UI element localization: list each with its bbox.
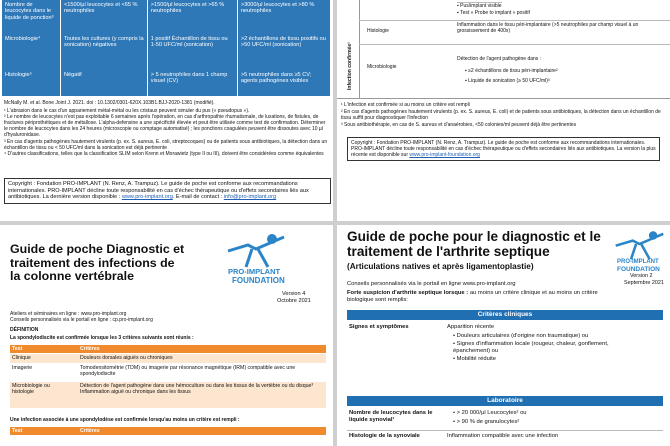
confirmed-infection-label: Infection confirmée¹ xyxy=(347,42,353,90)
divider xyxy=(359,20,670,21)
footnote: ³ Sous antibiothérapie, en cas de S. aureus et d'anaérobies, <50 colonies/ml peuvent déjà être pertinentes xyxy=(341,122,577,128)
version-date: Septembre 2021 xyxy=(624,280,664,286)
footnote: ¹ L'abrasion dans le cas d'un appariement métal-métal ou les cristaux peuvent simuler du pus (« pseudopus »). xyxy=(4,108,250,114)
microbiology-label: Microbiologie xyxy=(367,64,397,70)
table-header xyxy=(10,345,326,353)
table-cell: >3000/µl leucocytes et >80 % neutrophiles xyxy=(237,0,330,34)
website-link[interactable]: www.pro-implant-foundation.org xyxy=(409,152,480,158)
page-subtitle: (Articulations natives et après ligamentoplastie) xyxy=(347,262,534,271)
synovial-histology-label: Histologie de la synoviale xyxy=(349,433,420,439)
section-heading: DÉFINITION xyxy=(10,327,39,333)
email-label: E-mail de contact : xyxy=(175,194,223,201)
brand-name: PRO-IMPLANT xyxy=(617,259,659,265)
footnote: ¹ L'infection est confirmée si au moins un critère est rempli xyxy=(341,102,470,108)
list-item: ▪ Liquide de sonication (≥ 50 UFC/ml)³ xyxy=(465,78,550,84)
copyright-text: Copyright : Fondation PRO-IMPLANT (N. Renz, A. Trampuz). Le guide de poche est conforme aux recommandations internationales. PRO-IMPLANT décline toute responsabilité en cas d'échec thérapeutique ou d'effets secondaires liés aux antibiotiques. La dernière version disponible : xyxy=(8,181,309,201)
microbiology-text: Détection de l'agent pathogène dans : xyxy=(457,56,542,62)
row-label: Histologie⁵ xyxy=(2,70,61,96)
workshops-line: Ateliers et séminaires en ligne : www.pro-implant.org xyxy=(10,311,127,317)
version: Version 4 xyxy=(282,291,306,297)
criteria-table xyxy=(2,0,331,96)
brand-name: PRO-IMPLANT xyxy=(228,267,281,276)
table-row: Clinique Douleurs dorsales aiguës ou chroniques xyxy=(10,354,326,363)
table-cell: >2 échantillons de tissu positifs ou >50 UFC/ml (sonication) xyxy=(237,34,330,70)
definition-intro: La spondylodiscite est confirmée lorsque les 3 critères suivants sont réunis : xyxy=(10,335,194,341)
table-cell: <1500/µl leucocytes et <65 % neutrophiles xyxy=(61,0,148,34)
list-item: • Mobilité réduite xyxy=(453,356,496,362)
suspicion-text: Forte suspicion d'arthrite septique lorsque : au moins un critère clinique et au moins un critère biologique sont remplis: xyxy=(347,290,598,303)
copyright-box: Copyright : Fondation PRO-IMPLANT (N. Renz, A. Trampuz). Le guide de poche est conforme aux recommandations internationales. PRO-IMPLANT décline toute responsabilité en cas d'échec thérapeutique ou d'effets secondaires liés aux antibiotiques. La dernière version disponible : www.pro-implant.org. E-mail de contact : info@pro-implant.org xyxy=(4,178,331,204)
col-header-test: Test xyxy=(12,346,23,352)
footnote: ⁴ D'autres classifications, telles que la classification SLIM selon Krenn et Morawietz (type II ou III), doivent être considérées comme équivalentes xyxy=(4,151,324,157)
table-cell: Toutes les cultures (y compris la sonication) négatives xyxy=(61,34,148,70)
portal-line: Conseils personnalisés via le portail en ligne : cp.pro-implant.org xyxy=(10,317,153,323)
table-cell: > 5 neutrophiles dans 1 champ visuel (CV) xyxy=(147,70,237,96)
copyright-text: Copyright : Fondation PRO-IMPLANT (N. Renz, A. Trampuz). Le guide de poche est conforme aux recommandations internationales. PRO-IMPLANT décline toute responsabilité en cas d'échec thérapeutique ou d'effets secondaires liés aux antibiotiques. La version la plus récente est disponible sur xyxy=(351,140,656,158)
divider xyxy=(359,44,670,45)
table-row xyxy=(2,34,331,70)
portal-line: Conseils personnalisés via le portail en ligne www.pro-implant.org xyxy=(347,281,516,287)
pro-implant-logo-icon xyxy=(226,229,286,269)
table-cell: 1 positif Échantillon de tissu ou 1-50 UFC/ml (sonication) xyxy=(147,34,237,70)
doc-prosthetic-infection-page xyxy=(0,0,333,221)
version: Version 2 xyxy=(630,273,653,279)
doc-spine-infection-guide xyxy=(0,225,333,446)
list-item: • Signes d'inflammation locale (rougeur, chaleur, gonflement, épanchement) ou xyxy=(453,341,609,354)
list-item: • Douleurs articulaires (d'origine non traumatique) ou xyxy=(453,333,589,339)
col-header-criteria: Critères xyxy=(80,346,100,352)
page-title: Guide de poche Diagnostic et traitement des infections de la colonne vertébrale xyxy=(10,242,185,283)
copyright-box xyxy=(347,137,660,161)
fusion-infection-intro: Une infection associée à une spondylodèse est confirmée lorsqu'au moins un critère est rempli : xyxy=(10,417,240,423)
doc-infection-criteria-page xyxy=(337,0,670,221)
table-row: Microbiologie ou histologie Détection de l'agent pathogène dans une hémoculture ou dans les tissus de la vertèbre ou du disque³ Inflammation aiguë ou chronique dans les tissus xyxy=(10,382,326,408)
leucocyte-label: Nombre de leucocytes dans le liquide synovial¹ xyxy=(349,410,433,423)
table-row: Imagerie Tomodensitométrie (TDM) ou imagerie par résonance magnétique (IRM) compatible avec une spondylodiscite xyxy=(10,364,326,381)
histology-text: Inflammation dans le tissu péri-implantaire (>5 neutrophiles par champ visuel à un grossissement de 400x) xyxy=(457,22,639,34)
version-date: Octobre 2021 xyxy=(277,298,311,304)
brand-subname: FOUNDATION xyxy=(232,276,285,285)
list-item: • > 90 % de granulocytes² xyxy=(453,419,520,425)
website-link[interactable]: www.pro-implant.org xyxy=(121,194,173,201)
table-row xyxy=(2,0,331,34)
list-item: ▪ ≥2 échantillons de tissu péri-implantaire² xyxy=(465,68,558,74)
brand-subname: FOUNDATION xyxy=(617,266,660,273)
divider xyxy=(347,430,663,431)
table-header: Test Critères xyxy=(10,427,326,435)
footnote: ² Le nombre de leucocytes n'est pas exploitable 6 semaines après l'opération, en cas d'arthropathie rhumatismale, de luxations, de fistules, de fractures périprothétiques et de métallose. L'alpha-defensine a une spécificité élevée et peut être utilisée comme test de confirmation. Déterminer le nombre de leucocytes dans les 24 heures (microscopie ou comptage automatisé) ; les ponctions coagulées peuvent être dissoutes avec 10 µl d'hyaluronidase. xyxy=(4,114,326,139)
histology-label: Histologie xyxy=(367,28,389,34)
row-label: Microbiologie⁴ xyxy=(2,34,61,70)
list-item: ▪ Test « Probe to implant » positif xyxy=(457,10,530,16)
table-cell: >5 neutrophiles dans ≥5 CV; agents pathogènes visibles xyxy=(237,70,330,96)
signs-label: Signes et symptômes xyxy=(349,324,409,330)
table-row xyxy=(2,70,331,96)
synovial-histology-text: Inflammation compatible avec une infection xyxy=(447,433,559,439)
doc-septic-arthritis-guide xyxy=(337,225,670,446)
list-item: ▪ Pus/implant visible xyxy=(457,3,502,9)
footnote: ³ En cas d'agents pathogènes hautement virulents (p. ex. S. aureus, E. coli, streptocoques) ou de patients sous antibiotiques, la détection dans un échantillon de tissu ou < 50 UFC/ml dans la sonication est déjà pertinente xyxy=(4,139,328,152)
citation: McNally M. et al. Bone Joint J. 2021. doi : 10.1302/0301-620X.103B1.BJJ-2020-1381 (modifié). xyxy=(4,100,215,106)
footnote: ² En cas d'agents pathogènes hautement virulents (p. ex. S. aureus, E. coli) et de patients sous antibiotiques, la détection dans un échantillon de tissu suffit pour diagnostiquer l'infection xyxy=(341,109,661,121)
section-bar-clinical: Critères cliniques xyxy=(347,310,663,320)
page-title: Guide de poche pour le diagnostic et le traitement de l'arthrite septique xyxy=(347,229,601,259)
section-bar-laboratory: Laboratoire xyxy=(347,396,663,406)
signs-heading: Apparition récente xyxy=(447,324,495,330)
email-link[interactable]: info@pro-implant.org xyxy=(223,194,277,201)
table-cell: >1500/µl leucocytes et >65 % neutrophiles xyxy=(147,0,237,34)
list-item: • > 20 000/µl Leucocytes² ou xyxy=(453,410,527,416)
pro-implant-logo-icon xyxy=(612,227,667,261)
row-label: Nombre de leucocytes dans le liquide de ponction³ xyxy=(2,0,61,34)
table-cell: Négatif xyxy=(61,70,148,96)
divider xyxy=(359,0,360,98)
